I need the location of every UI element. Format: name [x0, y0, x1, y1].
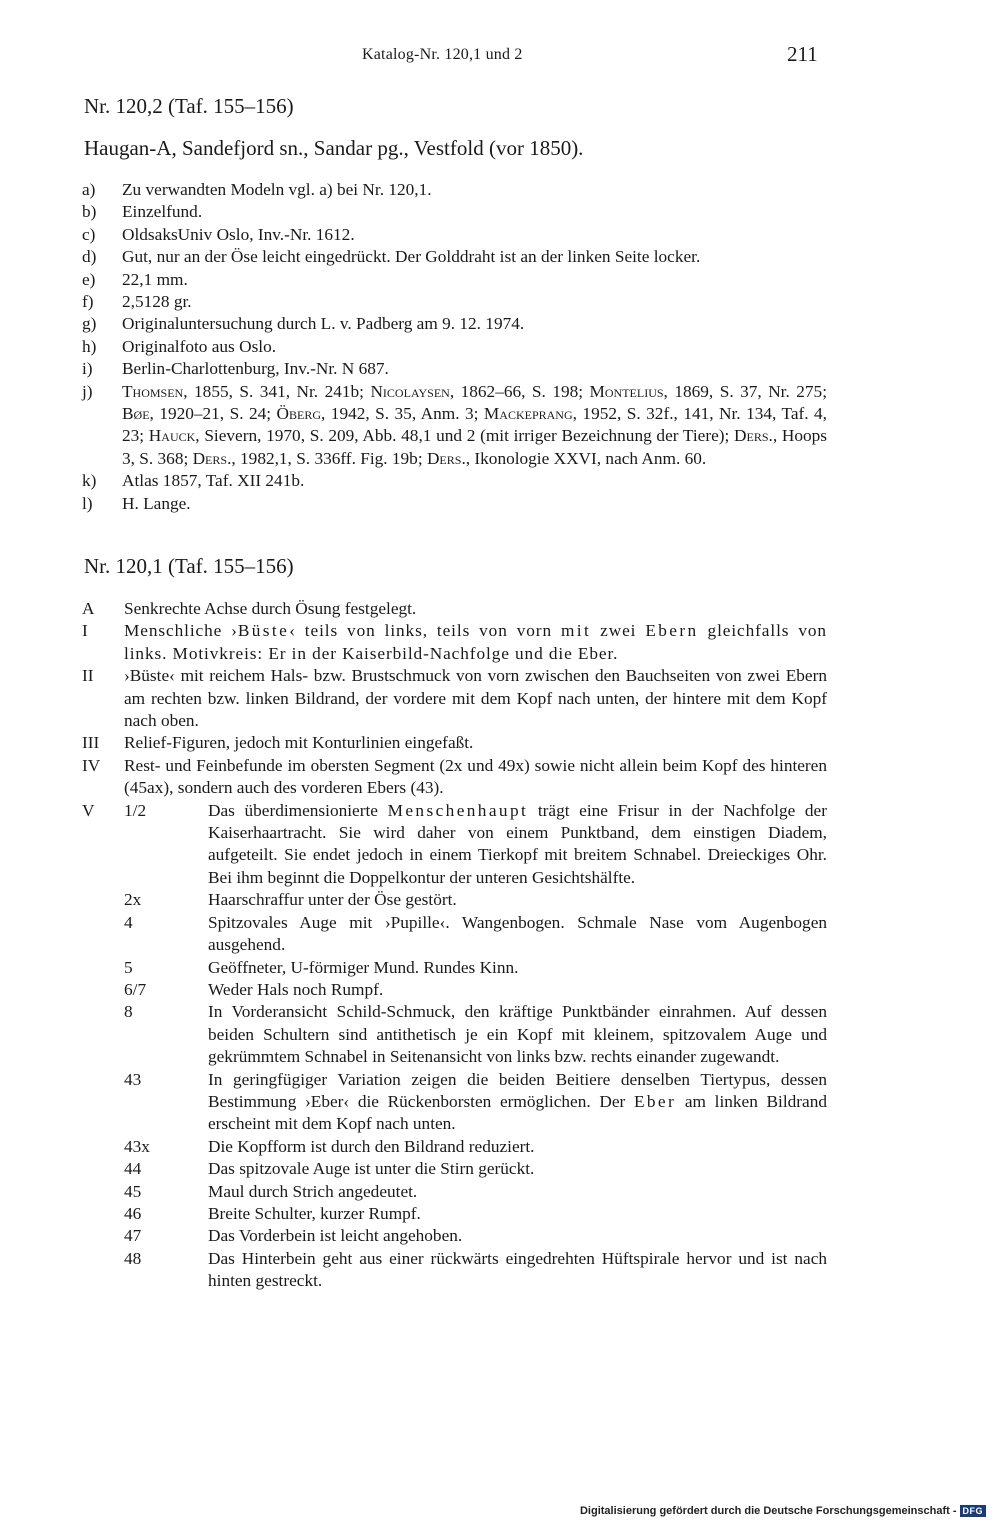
- text-run: In geringfügiger Variation zeigen die beiden Beitiere denselben Tiertypus, dessen Bestimmung ›Eber‹ die Rückenborsten ermöglichen. Der: [208, 1069, 827, 1111]
- text-run: gleichfalls von links. Motivkreis: Er in der Kaiserbild-Nachfolge und die Eber.: [124, 621, 827, 663]
- item-text: Senkrechte Achse durch Ösung festgelegt.: [124, 599, 417, 618]
- list-item: [82, 179, 827, 201]
- detail-row: [82, 1181, 827, 1203]
- detail-row: [82, 1001, 827, 1068]
- citation: , 1982,1, S. 336ff. Fig. 19b;: [231, 448, 427, 468]
- author-name: Ders.: [192, 448, 232, 468]
- detail-row: [82, 1203, 827, 1225]
- spaced-term: Ebern: [645, 621, 699, 641]
- item-label: b): [82, 202, 97, 222]
- footer-text: Digitalisierung gefördert durch die Deutsche Forschungsgemeinschaft -: [579, 1505, 957, 1517]
- citation: , Ikonologie XXVI, nach Anm. 60.: [465, 448, 707, 468]
- entry-heading: Nr. 120,1 (Taf. 155–156): [84, 554, 294, 578]
- item-label: A: [82, 599, 95, 618]
- detail-number: 5: [124, 957, 133, 977]
- spaced-term: mit: [560, 621, 592, 641]
- bibliography-text: [122, 381, 827, 471]
- entry-heading: Nr. 120,2 (Taf. 155–156): [84, 94, 294, 118]
- list-item: [82, 201, 827, 223]
- author-name: Thomsen: [122, 381, 184, 401]
- item-text: Gut, nur an der Öse leicht eingedrückt. Der Golddraht ist an der linken Seite locker.: [122, 247, 701, 267]
- author-name: Ders.: [426, 448, 466, 468]
- text-run: Das überdimensionierte: [208, 800, 388, 820]
- detail-text: In Vorderansicht Schild-Schmuck, den kräftige Punktbänder einrahmen. Auf dessen beiden Schultern sind antithetisch je ein Kopf mit kleinem, spitzovalem Auge und gekrümmtem Schnabel in Seitenansicht von links bzw. rechts einander zugewandt.: [208, 1002, 827, 1067]
- detail-number: 1/2: [124, 800, 147, 820]
- detail-row: [82, 979, 827, 1001]
- list-item: [82, 246, 827, 268]
- item-text: 22,1 mm.: [122, 269, 188, 289]
- detail-number: 44: [124, 1159, 142, 1179]
- catalog-fields-list: [82, 179, 827, 515]
- detail-number: 8: [124, 1002, 133, 1022]
- list-item: [82, 755, 827, 800]
- text-run: Menschliche ›: [124, 621, 238, 641]
- item-label: e): [82, 269, 96, 289]
- author-name: Bøe: [122, 404, 150, 424]
- item-text: Zu verwandten Modeln vgl. a) bei Nr. 120,1.: [122, 180, 432, 199]
- detail-number: 43x: [124, 1136, 150, 1156]
- detail-text: Die Kopfform ist durch den Bildrand reduziert.: [208, 1136, 535, 1156]
- citation: , Sievern, 1970, S. 209, Abb. 48,1 und 2 (mit irriger Bezeichnung der Tiere);: [195, 426, 735, 446]
- citation: , 1942, S. 35, Anm. 3;: [321, 404, 484, 424]
- text-run: zwei: [591, 621, 646, 641]
- page-header: [0, 42, 1000, 72]
- author-name: Hauck: [148, 426, 196, 446]
- item-label: IV: [82, 755, 101, 775]
- detail-row: [82, 889, 827, 911]
- list-item: [82, 358, 827, 380]
- detail-row: [82, 1158, 827, 1180]
- citation: , 1855, S. 341, Nr. 241b;: [183, 381, 371, 401]
- citation: , Hoops 3, S. 368;: [122, 426, 827, 468]
- detail-row: [82, 800, 827, 890]
- detail-number: 6/7: [124, 979, 147, 999]
- footer-credit: [580, 1505, 986, 1517]
- detail-text: Das Hinterbein geht aus einer rückwärts eingedrehten Hüftspirale hervor und ist nach hinten gestreckt.: [208, 1248, 827, 1291]
- detail-text: Das spitzovale Auge ist unter die Stirn gerückt.: [208, 1159, 535, 1179]
- detail-number: 43: [124, 1069, 142, 1089]
- item-text: Originaluntersuchung durch L. v. Padberg am 9. 12. 1974.: [122, 314, 525, 334]
- detail-row: [82, 912, 827, 957]
- item-label: g): [82, 314, 97, 334]
- item-text: ›Büste‹ mit reichem Hals- bzw. Brustschmuck von vorn zwischen den Bauchseiten von zwei Ebern am rechten bzw. linken Bildrand, der vordere mit dem Kopf nach unten, der hintere mit dem Kopf nach oben.: [124, 666, 827, 731]
- item-label: III: [82, 733, 100, 753]
- detail-number: 46: [124, 1203, 142, 1223]
- detail-row: [82, 1225, 827, 1247]
- citation: , 1862–66, S. 198;: [449, 381, 590, 401]
- list-item: [82, 291, 827, 313]
- list-item: [82, 336, 827, 358]
- detail-number: 4: [124, 912, 133, 932]
- list-item: [82, 665, 827, 732]
- item-label: I: [82, 621, 88, 641]
- detail-row: [82, 1069, 827, 1136]
- detail-number: 2x: [124, 890, 142, 910]
- find-location: Haugan-A, Sandefjord sn., Sandar pg., Vestfold (vor 1850).: [84, 136, 584, 160]
- item-label: a): [82, 180, 96, 199]
- detail-row: [82, 957, 827, 979]
- author-name: Ders.: [734, 426, 773, 446]
- list-item: [82, 269, 827, 291]
- list-item: [82, 224, 827, 246]
- item-text: [124, 620, 827, 665]
- item-label: V: [82, 800, 95, 820]
- item-label: f): [82, 292, 94, 312]
- item-text: Einzelfund.: [122, 202, 203, 222]
- detail-text: Haarschraffur unter der Öse gestört.: [208, 890, 457, 910]
- detail-text: Breite Schulter, kurzer Rumpf.: [208, 1203, 421, 1223]
- text-run: trägt eine Frisur in der Nachfolge der Kaiserhaartracht. Sie wird daher von einem Punktband, dem einstigen Diadem, aufgeteilt. Sie endet jedoch in einem Tierkopf mit breitem Schnabel. Dreieckiges Ohr. Bei ihm beginnt die Doppelkontur der unteren Gesichtshälfte.: [208, 800, 827, 887]
- item-label: k): [82, 471, 97, 491]
- list-item: [82, 732, 827, 754]
- detail-text: [208, 1069, 827, 1136]
- author-name: Nicolaysen: [370, 381, 450, 401]
- list-item: [82, 598, 827, 620]
- item-label: II: [82, 666, 94, 686]
- item-label: i): [82, 359, 93, 379]
- citation: , 1920–21, S. 24;: [149, 404, 277, 424]
- item-label: h): [82, 336, 97, 356]
- detail-text: Maul durch Strich angedeutet.: [208, 1181, 418, 1201]
- text-run: ‹ teils von links, teils von vorn: [289, 621, 561, 641]
- item-text: OldsaksUniv Oslo, Inv.-Nr. 1612.: [122, 224, 355, 244]
- list-item: [82, 620, 827, 665]
- list-item: [82, 493, 827, 515]
- citation: , 1869, S. 37, Nr. 275;: [663, 381, 827, 401]
- item-label: j): [82, 381, 93, 401]
- page-number: 211: [787, 42, 818, 66]
- spaced-term: Eber: [633, 1091, 677, 1111]
- dfg-logo: DFG: [960, 1505, 987, 1517]
- list-item: [82, 313, 827, 335]
- author-name: Montelius: [589, 381, 664, 401]
- spaced-term: Menschenhaupt: [387, 800, 529, 820]
- item-text: 2,5128 gr.: [122, 292, 192, 312]
- author-name: Mackeprang: [483, 404, 573, 424]
- detail-number: 47: [124, 1226, 142, 1246]
- item-text: H. Lange.: [122, 493, 191, 513]
- author-name: Öberg: [276, 404, 322, 424]
- running-title: Katalog-Nr. 120,1 und 2: [362, 46, 523, 63]
- spaced-term: Büste: [237, 621, 290, 641]
- description-list: [82, 598, 827, 1293]
- item-text: Atlas 1857, Taf. XII 241b.: [122, 471, 305, 491]
- item-label: l): [82, 493, 93, 513]
- item-text: Relief-Figuren, jedoch mit Konturlinien eingefaßt.: [124, 733, 474, 753]
- detail-row: [82, 1136, 827, 1158]
- detail-text: [208, 800, 827, 890]
- detail-text: Spitzovales Auge mit ›Pupille‹. Wangenbogen. Schmale Nase vom Augenbogen ausgehend.: [208, 912, 827, 955]
- detail-row: [82, 1248, 827, 1293]
- detail-text: Das Vorderbein ist leicht angehoben.: [208, 1226, 463, 1246]
- text-run: am linken Bildrand erscheint mit dem Kopf nach unten.: [208, 1091, 827, 1134]
- item-label: c): [82, 224, 96, 244]
- detail-text: Geöffneter, U-förmiger Mund. Rundes Kinn.: [208, 957, 519, 977]
- item-label: d): [82, 247, 97, 267]
- detail-text: Weder Hals noch Rumpf.: [208, 979, 384, 999]
- item-text: Originalfoto aus Oslo.: [122, 336, 277, 356]
- item-text: Berlin-Charlottenburg, Inv.-Nr. N 687.: [122, 359, 389, 379]
- list-item-references: [82, 381, 827, 471]
- citation: , 1952, S. 32f., 141, Nr. 134, Taf. 4, 23;: [122, 404, 828, 446]
- list-item: [82, 470, 827, 492]
- detail-number: 48: [124, 1248, 142, 1268]
- item-text: Rest- und Feinbefunde im obersten Segment (2x und 49x) sowie nicht allein beim Kopf des hinteren (45ax), sondern auch des vorderen Ebers (43).: [124, 755, 827, 798]
- detail-number: 45: [124, 1181, 142, 1201]
